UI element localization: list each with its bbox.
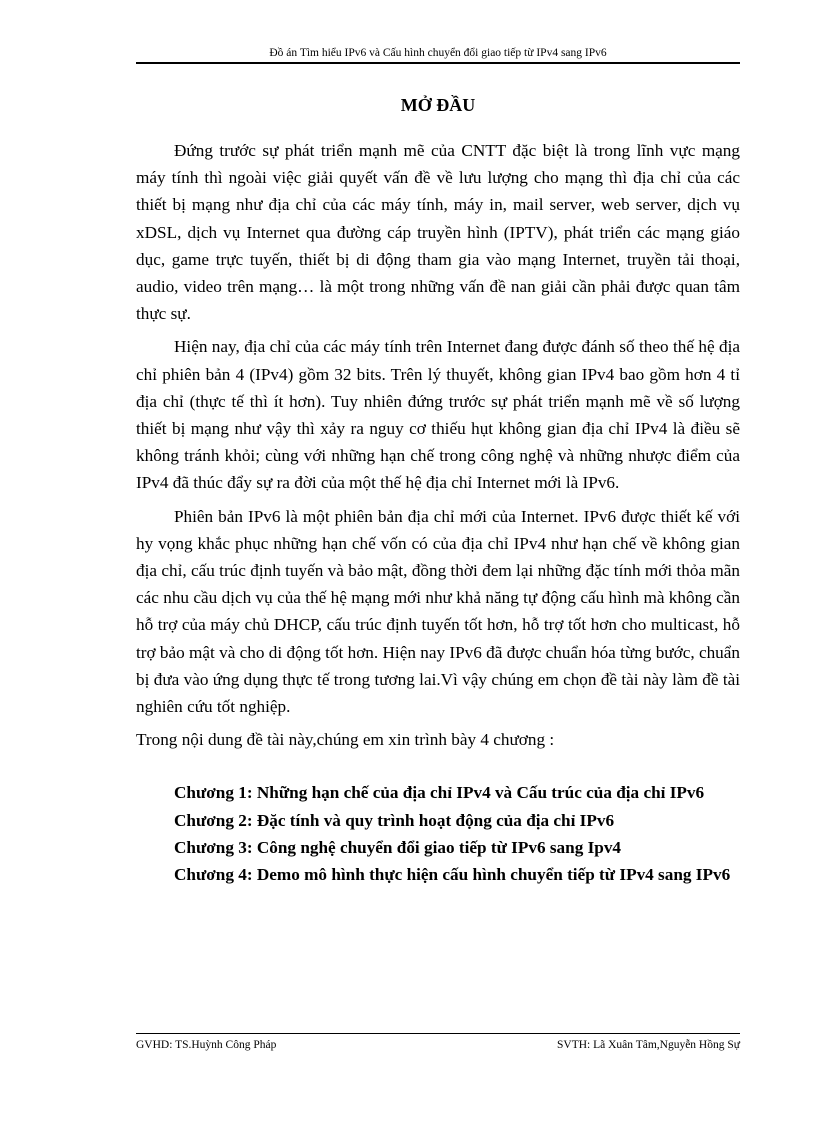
page-header <box>136 46 740 64</box>
paragraph-2: Hiện nay, địa chỉ của các máy tính trên Internet đang được đánh số theo thế hệ địa chỉ phiên bản 4 (IPv4) gồm 32 bits. Trên lý thuyết, không gian IPv4 bao gồm hơn 4 tỉ địa chỉ (thực tế thì ít hơn). Tuy nhiên đứng trước sự phát triển mạnh mẽ về số lượng thiết bị mạng như vậy thì xảy ra nguy cơ thiếu hụt không gian địa chỉ IPv4 là điều sẽ không tránh khỏi; cùng với những hạn chế trong công nghệ và những nhược điểm của IPv4 đã thúc đẩy sự ra đời của một thế hệ địa chỉ Internet mới là IPv6. <box>136 337 740 493</box>
page-footer <box>136 1033 740 1052</box>
paragraph-3: Phiên bản IPv6 là một phiên bản địa chỉ mới của Internet. IPv6 được thiết kế với hy vọng khắc phục những hạn chế vốn có của địa chỉ IPv4 như hạn chế về không gian địa chỉ, cấu trúc định tuyến và bảo mật, đồng thời đem lại những đặc tính mới thỏa mãn các nhu cầu dịch vụ của thế hệ mạng mới như khả năng tự động cấu hình mà không cần hỗ trợ của máy chủ DHCP, cấu trúc định tuyến tốt hơn, hỗ trợ tốt hơn cho multicast, hỗ trợ bảo mật và cho di động tốt hơn. Hiện nay IPv6 đã được chuẩn hóa từng bước, chuẩn bị đưa vào ứng dụng thực tế trong tương lai.Vì vậy chúng em chọn đề tài này làm đề tài nghiên cứu tốt nghiệp. <box>136 506 740 717</box>
footer-advisor: GVHD: TS.Huỳnh Công Pháp <box>136 1039 277 1051</box>
paragraph-1: Đứng trước sự phát triển mạnh mẽ của CNTT đặc biệt là trong lĩnh vực mạng máy tính thì ngoài việc giải quyết vấn đề về lưu lượng cho mạng thì địa chỉ của các thiết bị mạng như địa chỉ của các máy tính, máy in, mail server, web server, dịch vụ xDSL, dịch vụ Internet qua đường cáp truyền hình (IPTV), phát triển các mạng giáo dục, game trực tuyến, thiết bị di động tham gia vào mạng Internet, truyền tải thoại, audio, video trên mạng… là một trong những vấn đề nan giải cần phải được quan tâm thực sự. <box>136 141 740 324</box>
footer-students: SVTH: Lã Xuân Tâm,Nguyễn Hồng Sự <box>557 1039 740 1051</box>
chapter-item-3: Chương 3: Công nghệ chuyển đổi giao tiếp từ IPv6 sang Ipv4 <box>174 837 622 857</box>
page-title: MỞ ĐẦU <box>400 95 476 115</box>
chapter-item-1: Chương 1: Những hạn chế của địa chỉ IPv4 và Cấu trúc của địa chỉ IPv6 <box>174 783 705 803</box>
header-text: Đồ án Tìm hiểu IPv6 và Cấu hình chuyển đổi giao tiếp từ IPv4 sang IPv6 <box>269 47 607 59</box>
document-body <box>136 137 740 888</box>
chapter-item-2: Chương 2: Đặc tính và quy trình hoạt động của địa chỉ IPv6 <box>174 810 615 830</box>
chapter-item-4: Chương 4: Demo mô hình thực hiện cấu hình chuyển tiếp từ IPv4 sang IPv6 <box>174 865 731 885</box>
chapter-list <box>136 779 740 888</box>
intro-line: Trong nội dung đề tài này,chúng em xin trình bày 4 chương : <box>136 730 555 750</box>
